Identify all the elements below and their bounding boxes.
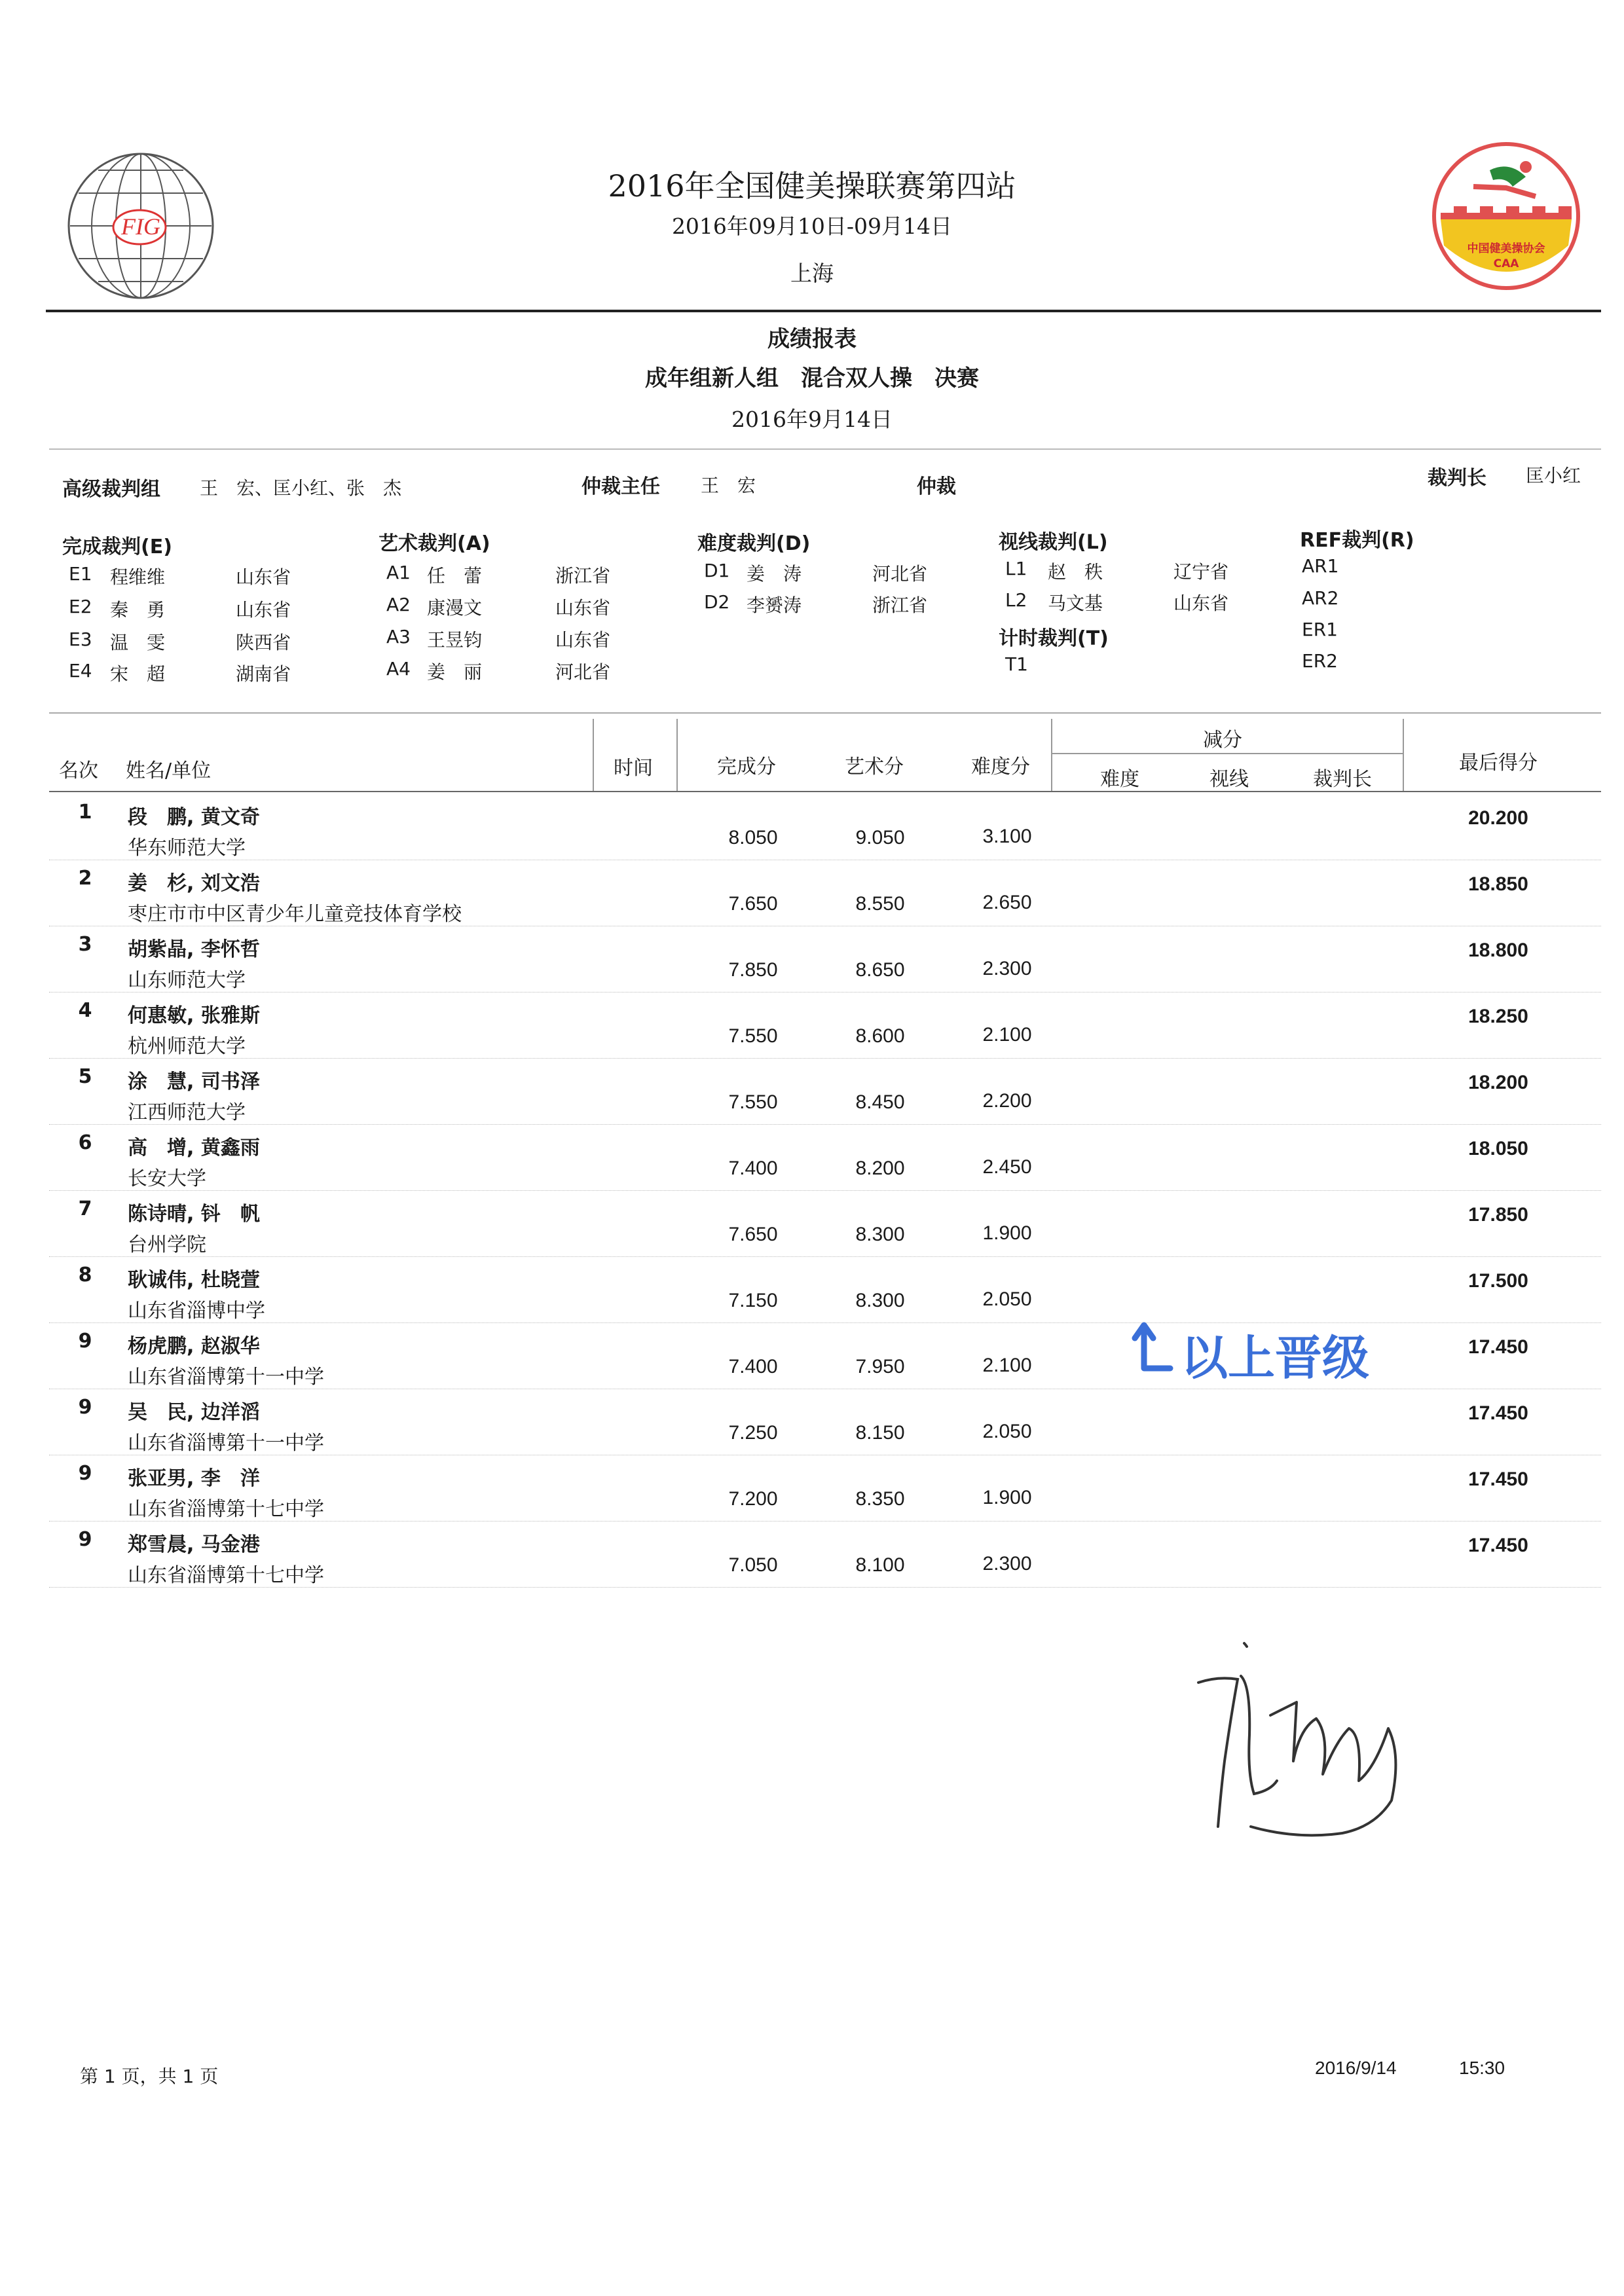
print-date: 2016/9/14 bbox=[1315, 2058, 1397, 2078]
judge-province: 湖南省 bbox=[236, 663, 291, 685]
row-athletes: 杨虎鹏, 赵淑华 bbox=[128, 1335, 260, 1358]
judge-name: 马文基 bbox=[1048, 592, 1103, 614]
row-unit: 枣庄市市中区青少年儿童竞技体育学校 bbox=[128, 903, 462, 926]
row-athletes: 何惠敏, 张雅斯 bbox=[128, 1004, 260, 1027]
judge-code: A1 bbox=[386, 562, 411, 583]
judge-name: 姜 丽 bbox=[427, 661, 483, 683]
row-athletes: 姜 杉, 刘文浩 bbox=[128, 872, 260, 895]
row-execution: 7.200 bbox=[728, 1488, 778, 1510]
judge-province: 山东省 bbox=[236, 599, 291, 621]
row-unit: 山东师范大学 bbox=[128, 969, 246, 992]
ref-judge-code: ER1 bbox=[1302, 619, 1338, 640]
head-judge-name: 匡小红 bbox=[1526, 465, 1581, 486]
row-athletes: 涂 慧, 司书泽 bbox=[128, 1070, 260, 1093]
row-final-score: 17.450 bbox=[1468, 1468, 1528, 1490]
panel-r-label: REF裁判(R) bbox=[1300, 529, 1414, 552]
table-row bbox=[0, 994, 1624, 1059]
row-final-score: 17.450 bbox=[1468, 1402, 1528, 1424]
row-separator bbox=[49, 1190, 1601, 1191]
judge-name: 姜 涛 bbox=[747, 563, 802, 585]
senior-judges-names: 王 宏、匡小红、张 杰 bbox=[200, 477, 402, 499]
header-rank: 名次 bbox=[59, 759, 98, 782]
row-execution: 7.150 bbox=[728, 1290, 778, 1311]
row-difficulty: 2.050 bbox=[982, 1288, 1032, 1310]
row-unit: 江西师范大学 bbox=[128, 1101, 246, 1124]
row-unit: 山东省淄博中学 bbox=[128, 1300, 265, 1322]
judge-name: 温 雯 bbox=[110, 632, 166, 653]
judge-province: 河北省 bbox=[872, 563, 928, 585]
caa-logo-name: 中国健美操协会 bbox=[1467, 242, 1545, 255]
competition-city: 上海 bbox=[790, 261, 834, 286]
table-row bbox=[0, 1523, 1624, 1588]
header-ded-chair: 裁判长 bbox=[1313, 768, 1372, 791]
row-separator bbox=[49, 1058, 1601, 1059]
row-artistic: 8.300 bbox=[855, 1224, 905, 1245]
header-rule bbox=[46, 310, 1601, 312]
header-time: 时间 bbox=[614, 757, 653, 780]
referee-signature bbox=[1179, 1630, 1441, 1853]
judge-code: D2 bbox=[704, 591, 730, 613]
row-difficulty: 2.050 bbox=[982, 1421, 1032, 1442]
header-execution: 完成分 bbox=[717, 756, 776, 778]
table-row bbox=[0, 1126, 1624, 1192]
jury-label: 仲裁 bbox=[917, 475, 956, 498]
panel-a-label: 艺术裁判(A) bbox=[378, 532, 490, 555]
row-execution: 7.850 bbox=[728, 959, 778, 981]
table-row bbox=[0, 1258, 1624, 1324]
row-artistic: 8.150 bbox=[855, 1422, 905, 1444]
header-ded-difficulty: 难度 bbox=[1100, 768, 1139, 791]
row-unit: 杭州师范大学 bbox=[128, 1035, 246, 1058]
senior-judges-label: 高级裁判组 bbox=[62, 478, 160, 501]
row-difficulty: 1.900 bbox=[982, 1487, 1032, 1508]
caa-logo-abbr: CAA bbox=[1493, 257, 1519, 270]
competition-dates: 2016年09月10日-09月14日 bbox=[671, 213, 953, 239]
row-athletes: 陈诗晴, 钭 帆 bbox=[128, 1203, 260, 1226]
row-difficulty: 2.650 bbox=[982, 892, 1032, 913]
ref-judge-code: ER2 bbox=[1302, 650, 1338, 672]
judge-name: 秦 勇 bbox=[110, 599, 166, 621]
col-divider bbox=[1403, 719, 1404, 792]
table-top-rule bbox=[49, 712, 1601, 714]
row-execution: 7.550 bbox=[728, 1091, 778, 1113]
judge-province: 陕西省 bbox=[236, 632, 291, 653]
judge-code: E3 bbox=[69, 629, 92, 650]
row-rank: 9 bbox=[78, 1330, 92, 1353]
judge-name: 赵 秩 bbox=[1048, 561, 1103, 583]
judge-code: A4 bbox=[386, 658, 411, 680]
row-unit: 山东省淄博第十七中学 bbox=[128, 1564, 324, 1587]
judge-name: 任 蕾 bbox=[427, 565, 483, 587]
table-row bbox=[0, 1391, 1624, 1456]
row-rank: 6 bbox=[78, 1131, 92, 1154]
row-athletes: 郑雪晨, 马金港 bbox=[128, 1533, 260, 1556]
row-final-score: 18.250 bbox=[1468, 1006, 1528, 1027]
row-unit: 山东省淄博第十一中学 bbox=[128, 1432, 324, 1455]
table-row bbox=[0, 1324, 1624, 1390]
row-difficulty: 1.900 bbox=[982, 1222, 1032, 1244]
row-artistic: 8.100 bbox=[855, 1554, 905, 1576]
table-row bbox=[0, 862, 1624, 927]
row-rank: 4 bbox=[78, 999, 92, 1022]
row-execution: 7.250 bbox=[728, 1422, 778, 1444]
col-divider bbox=[1051, 719, 1052, 792]
row-unit: 台州学院 bbox=[128, 1233, 206, 1256]
row-difficulty: 2.300 bbox=[982, 1553, 1032, 1575]
table-row bbox=[0, 795, 1624, 861]
table-row bbox=[0, 1060, 1624, 1125]
report-title: 成绩报表 bbox=[767, 326, 857, 352]
up-arrow-icon bbox=[1130, 1316, 1175, 1375]
fig-logo-text: FIG bbox=[121, 213, 160, 240]
deduction-divider bbox=[1052, 753, 1403, 754]
report-event: 成年组新人组 混合双人操 决赛 bbox=[645, 365, 979, 392]
row-rank: 1 bbox=[78, 801, 92, 824]
row-separator bbox=[49, 992, 1601, 993]
judge-province: 山东省 bbox=[555, 597, 611, 619]
promotion-text: 以上晋级 bbox=[1181, 1330, 1370, 1385]
row-execution: 8.050 bbox=[728, 827, 778, 848]
row-rank: 7 bbox=[78, 1197, 92, 1220]
judge-province: 辽宁省 bbox=[1173, 561, 1229, 583]
judge-code: T1 bbox=[1005, 653, 1028, 675]
head-judge-label: 裁判长 bbox=[1428, 467, 1486, 490]
row-separator bbox=[49, 1587, 1601, 1588]
row-difficulty: 2.450 bbox=[982, 1156, 1032, 1178]
header-artistic: 艺术分 bbox=[845, 756, 904, 778]
panel-d-label: 难度裁判(D) bbox=[697, 532, 811, 555]
row-rank: 9 bbox=[78, 1528, 92, 1551]
row-unit: 长安大学 bbox=[128, 1167, 206, 1190]
judge-code: E4 bbox=[69, 660, 92, 682]
header-difficulty: 难度分 bbox=[971, 756, 1030, 778]
judge-name: 宋 超 bbox=[110, 663, 166, 685]
row-artistic: 8.200 bbox=[855, 1157, 905, 1179]
judge-name: 康漫文 bbox=[427, 597, 483, 619]
row-athletes: 耿诚伟, 杜晓萱 bbox=[128, 1269, 260, 1292]
row-execution: 7.050 bbox=[728, 1554, 778, 1576]
row-final-score: 17.450 bbox=[1468, 1535, 1528, 1556]
judge-code: A3 bbox=[386, 626, 411, 647]
col-divider bbox=[676, 719, 678, 792]
judge-code: L1 bbox=[1005, 558, 1027, 579]
panel-e-label: 完成裁判(E) bbox=[62, 536, 172, 558]
judge-code: E1 bbox=[69, 563, 92, 585]
row-final-score: 17.450 bbox=[1468, 1336, 1528, 1358]
row-rank: 5 bbox=[78, 1065, 92, 1088]
judge-code: L2 bbox=[1005, 589, 1027, 611]
row-final-score: 18.850 bbox=[1468, 873, 1528, 895]
row-artistic: 8.350 bbox=[855, 1488, 905, 1510]
row-difficulty: 3.100 bbox=[982, 826, 1032, 847]
row-rank: 8 bbox=[78, 1264, 92, 1286]
row-unit: 山东省淄博第十七中学 bbox=[128, 1498, 324, 1521]
row-final-score: 18.050 bbox=[1468, 1138, 1528, 1159]
row-athletes: 胡紫晶, 李怀哲 bbox=[128, 938, 260, 961]
row-athletes: 段 鹏, 黄文奇 bbox=[128, 806, 260, 829]
row-difficulty: 2.100 bbox=[982, 1355, 1032, 1376]
row-unit: 华东师范大学 bbox=[128, 837, 246, 860]
judge-province: 山东省 bbox=[1173, 592, 1229, 614]
header-name-unit: 姓名/单位 bbox=[126, 759, 212, 782]
row-separator bbox=[49, 1256, 1601, 1257]
row-final-score: 18.800 bbox=[1468, 939, 1528, 961]
row-final-score: 20.200 bbox=[1468, 807, 1528, 829]
row-rank: 2 bbox=[78, 867, 92, 890]
judge-name: 王昱钧 bbox=[427, 629, 483, 651]
row-artistic: 8.450 bbox=[855, 1091, 905, 1113]
table-row bbox=[0, 928, 1624, 993]
row-unit: 山东省淄博第十一中学 bbox=[128, 1366, 324, 1389]
row-final-score: 17.500 bbox=[1468, 1270, 1528, 1292]
judge-name: 程维维 bbox=[110, 566, 166, 588]
competition-title: 2016年全国健美操联赛第四站 bbox=[608, 168, 1016, 204]
row-execution: 7.400 bbox=[728, 1157, 778, 1179]
row-artistic: 8.300 bbox=[855, 1290, 905, 1311]
row-separator bbox=[49, 1124, 1601, 1125]
row-rank: 3 bbox=[78, 933, 92, 956]
header-deductions: 减分 bbox=[1203, 729, 1242, 752]
row-execution: 7.650 bbox=[728, 893, 778, 915]
ref-judge-code: AR1 bbox=[1302, 555, 1339, 577]
judge-province: 浙江省 bbox=[872, 594, 928, 616]
row-athletes: 张亚男, 李 洋 bbox=[128, 1467, 260, 1490]
row-execution: 7.550 bbox=[728, 1025, 778, 1047]
print-time: 15:30 bbox=[1459, 2058, 1505, 2078]
row-artistic: 9.050 bbox=[855, 827, 905, 848]
report-date: 2016年9月14日 bbox=[731, 407, 893, 432]
judge-code: A2 bbox=[386, 594, 411, 615]
panel-l-label: 视线裁判(L) bbox=[999, 531, 1108, 554]
judge-code: D1 bbox=[704, 560, 730, 581]
row-rank: 9 bbox=[78, 1396, 92, 1419]
row-difficulty: 2.200 bbox=[982, 1090, 1032, 1112]
signature-icon bbox=[1179, 1630, 1441, 1853]
row-difficulty: 2.100 bbox=[982, 1024, 1032, 1046]
header-ded-line: 视线 bbox=[1209, 768, 1249, 791]
row-execution: 7.650 bbox=[728, 1224, 778, 1245]
judge-province: 浙江省 bbox=[555, 565, 611, 587]
row-difficulty: 2.300 bbox=[982, 958, 1032, 979]
jury-chief-name: 王 宏 bbox=[701, 475, 756, 496]
judge-name: 李赟涛 bbox=[747, 594, 802, 616]
row-final-score: 17.850 bbox=[1468, 1204, 1528, 1226]
jury-chief-label: 仲裁主任 bbox=[581, 475, 660, 498]
row-separator bbox=[49, 1521, 1601, 1522]
header-final: 最后得分 bbox=[1459, 752, 1538, 774]
row-rank: 9 bbox=[78, 1462, 92, 1485]
row-final-score: 18.200 bbox=[1468, 1072, 1528, 1093]
row-execution: 7.400 bbox=[728, 1356, 778, 1377]
table-row bbox=[0, 1457, 1624, 1522]
section-rule bbox=[49, 448, 1601, 450]
col-divider bbox=[593, 719, 594, 792]
judge-code: E2 bbox=[69, 596, 92, 617]
row-athletes: 高 增, 黄鑫雨 bbox=[128, 1137, 260, 1159]
ref-judge-code: AR2 bbox=[1302, 587, 1339, 609]
judge-province: 山东省 bbox=[236, 566, 291, 588]
row-artistic: 8.650 bbox=[855, 959, 905, 981]
panel-t-label: 计时裁判(T) bbox=[999, 627, 1109, 650]
row-athletes: 吴 民, 边洋滔 bbox=[128, 1401, 260, 1424]
row-artistic: 8.600 bbox=[855, 1025, 905, 1047]
page-indicator: 第 1 页，共 1 页 bbox=[80, 2066, 219, 2087]
table-row bbox=[0, 1192, 1624, 1258]
judge-province: 山东省 bbox=[555, 629, 611, 651]
row-artistic: 7.950 bbox=[855, 1356, 905, 1377]
row-artistic: 8.550 bbox=[855, 893, 905, 915]
judge-province: 河北省 bbox=[555, 661, 611, 683]
